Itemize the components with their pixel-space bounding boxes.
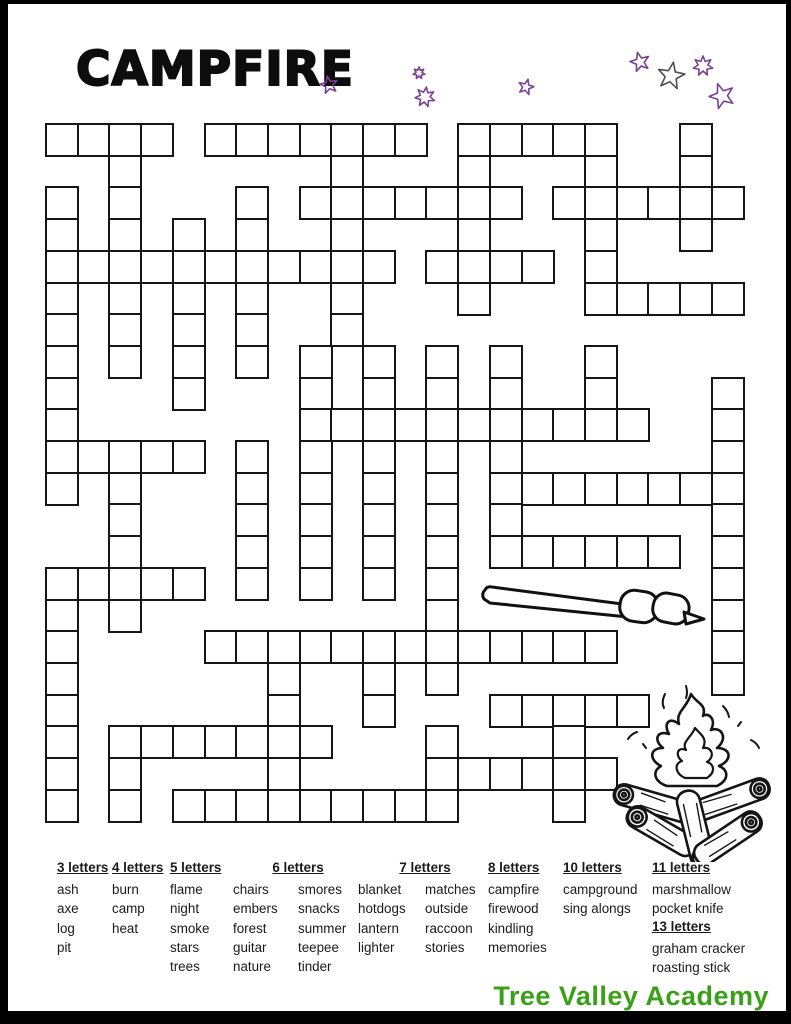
star-icon (518, 79, 534, 95)
grid-cell[interactable] (299, 408, 333, 442)
grid-cell[interactable] (45, 218, 79, 252)
grid-cell[interactable] (362, 250, 396, 284)
word-group-7-letters (358, 860, 492, 957)
word-item: roasting stick (652, 959, 731, 975)
grid-cell[interactable] (330, 250, 364, 284)
star-icon (693, 56, 713, 76)
grid-cell[interactable] (108, 567, 142, 601)
grid-cell[interactable] (394, 186, 428, 220)
word-item: marshmallow (652, 882, 731, 897)
grid-cell[interactable] (362, 440, 396, 474)
word-item: snacks (298, 901, 340, 917)
word-item: outside (425, 901, 469, 917)
grid-cell[interactable] (584, 535, 618, 569)
grid-cell[interactable] (552, 472, 586, 506)
grid-cell[interactable] (45, 313, 79, 347)
word-group-6-letters (233, 860, 363, 976)
word-group-4-letters (112, 860, 170, 938)
grid-cell[interactable] (457, 282, 491, 316)
grid-cell[interactable] (172, 345, 206, 379)
grid-cell[interactable] (521, 472, 555, 506)
grid-cell[interactable] (711, 535, 745, 569)
grid-cell[interactable] (552, 408, 586, 442)
grid-cell[interactable] (204, 630, 238, 664)
grid-cell[interactable] (235, 345, 269, 379)
grid-cell[interactable] (425, 472, 459, 506)
grid-cell[interactable] (711, 472, 745, 506)
word-item: lantern (358, 920, 399, 936)
grid-cell[interactable] (172, 440, 206, 474)
grid-cell[interactable] (647, 472, 681, 506)
grid-cell[interactable] (204, 789, 238, 823)
grid-cell[interactable] (45, 725, 79, 759)
grid-cell[interactable] (489, 535, 523, 569)
word-group-header: 5 letters (170, 860, 222, 875)
grid-cell[interactable] (489, 123, 523, 157)
grid-cell[interactable] (584, 630, 618, 664)
word-group-header: 4 letters (112, 860, 164, 875)
grid-cell[interactable] (299, 472, 333, 506)
grid-cell[interactable] (489, 345, 523, 379)
grid-cell[interactable] (330, 123, 364, 157)
grid-cell[interactable] (679, 282, 713, 316)
grid-cell[interactable] (45, 472, 79, 506)
grid-cell[interactable] (235, 313, 269, 347)
grid-cell[interactable] (457, 408, 491, 442)
grid-cell[interactable] (362, 472, 396, 506)
grid-cell[interactable] (140, 440, 174, 474)
grid-cell[interactable] (45, 123, 79, 157)
word-item: nature (233, 959, 271, 975)
grid-cell[interactable] (584, 123, 618, 157)
grid-cell[interactable] (45, 377, 79, 411)
word-item: summer (298, 920, 347, 936)
grid-cell[interactable] (108, 218, 142, 252)
grid-cell[interactable] (140, 725, 174, 759)
grid-cell[interactable] (235, 789, 269, 823)
word-item: raccoon (425, 920, 473, 936)
grid-cell[interactable] (616, 282, 650, 316)
grid-cell[interactable] (172, 313, 206, 347)
grid-cell[interactable] (711, 186, 745, 220)
grid-cell[interactable] (552, 186, 586, 220)
grid-cell[interactable] (108, 313, 142, 347)
grid-cell[interactable] (616, 535, 650, 569)
word-group-5-letters (170, 860, 230, 976)
grid-cell[interactable] (457, 186, 491, 220)
grid-cell[interactable] (299, 630, 333, 664)
grid-cell[interactable] (362, 567, 396, 601)
grid-cell[interactable] (45, 186, 79, 220)
grid-cell[interactable] (108, 789, 142, 823)
grid-cell[interactable] (711, 440, 745, 474)
grid-cell[interactable] (711, 503, 745, 537)
grid-cell[interactable] (140, 123, 174, 157)
grid-cell[interactable] (299, 123, 333, 157)
grid-cell[interactable] (362, 535, 396, 569)
grid-cell[interactable] (362, 345, 396, 379)
word-group-8-letters (488, 860, 563, 957)
word-item: night (170, 901, 200, 917)
grid-cell[interactable] (108, 725, 142, 759)
word-group-header: 6 letters (272, 860, 324, 875)
word-group-header: 7 letters (399, 860, 451, 875)
word-item: teepee (298, 939, 339, 955)
word-item: log (57, 920, 75, 936)
grid-cell[interactable] (679, 123, 713, 157)
word-item: burn (112, 882, 139, 897)
page-border-top (0, 0, 791, 4)
word-item: chairs (233, 882, 269, 897)
grid-cell[interactable] (616, 408, 650, 442)
page-border-bottom (0, 1011, 791, 1024)
grid-cell[interactable] (521, 535, 555, 569)
grid-cell[interactable] (711, 630, 745, 664)
grid-cell[interactable] (235, 503, 269, 537)
grid-cell[interactable] (425, 377, 459, 411)
grid-cell[interactable] (45, 345, 79, 379)
grid-cell[interactable] (108, 123, 142, 157)
word-group-header: 10 letters (563, 860, 622, 875)
word-item: smores (298, 882, 342, 897)
grid-cell[interactable] (552, 123, 586, 157)
grid-cell[interactable] (108, 345, 142, 379)
word-item: kindling (488, 920, 534, 936)
grid-cell[interactable] (172, 282, 206, 316)
grid-cell[interactable] (489, 503, 523, 537)
grid-cell[interactable] (362, 789, 396, 823)
grid-cell[interactable] (552, 630, 586, 664)
grid-cell[interactable] (267, 789, 301, 823)
grid-cell[interactable] (584, 186, 618, 220)
grid-cell[interactable] (204, 725, 238, 759)
grid-cell[interactable] (425, 345, 459, 379)
grid-cell[interactable] (425, 535, 459, 569)
word-item: heat (112, 920, 139, 936)
grid-cell[interactable] (489, 440, 523, 474)
marshmallow-stick-icon (478, 578, 706, 632)
grid-cell[interactable] (552, 535, 586, 569)
grid-cell[interactable] (489, 250, 523, 284)
star-icon (657, 62, 685, 90)
grid-cell[interactable] (425, 630, 459, 664)
grid-cell[interactable] (711, 377, 745, 411)
grid-cell[interactable] (425, 789, 459, 823)
grid-cell[interactable] (45, 630, 79, 664)
word-item: ash (57, 882, 79, 897)
grid-cell[interactable] (267, 630, 301, 664)
grid-cell[interactable] (330, 155, 364, 189)
grid-cell[interactable] (330, 313, 364, 347)
word-group-header: 8 letters (488, 860, 540, 875)
grid-cell[interactable] (45, 789, 79, 823)
grid-cell[interactable] (108, 599, 142, 633)
word-item: lighter (358, 939, 395, 955)
grid-cell[interactable] (108, 535, 142, 569)
grid-cell[interactable] (457, 250, 491, 284)
grid-cell[interactable] (489, 630, 523, 664)
grid-cell[interactable] (108, 440, 142, 474)
grid-cell[interactable] (584, 408, 618, 442)
word-item: axe (57, 901, 79, 917)
grid-cell[interactable] (330, 186, 364, 220)
grid-cell[interactable] (235, 725, 269, 759)
word-item: tinder (298, 959, 332, 975)
grid-cell[interactable] (679, 186, 713, 220)
grid-cell[interactable] (235, 630, 269, 664)
grid-cell[interactable] (204, 250, 238, 284)
grid-cell[interactable] (584, 282, 618, 316)
grid-cell[interactable] (489, 186, 523, 220)
word-group-header: 13 letters (652, 918, 711, 934)
grid-cell[interactable] (108, 472, 142, 506)
grid-cell[interactable] (362, 662, 396, 696)
grid-cell[interactable] (425, 408, 459, 442)
grid-cell[interactable] (108, 186, 142, 220)
grid-cell[interactable] (425, 757, 459, 791)
grid-cell[interactable] (457, 757, 491, 791)
grid-cell[interactable] (299, 789, 333, 823)
word-item: stories (425, 939, 465, 955)
star-icon (413, 67, 425, 79)
grid-cell[interactable] (45, 694, 79, 728)
grid-cell[interactable] (330, 218, 364, 252)
grid-cell[interactable] (584, 218, 618, 252)
grid-cell[interactable] (45, 662, 79, 696)
word-group-3-letters (57, 860, 109, 957)
grid-cell[interactable] (394, 630, 428, 664)
grid-cell[interactable] (711, 408, 745, 442)
grid-cell[interactable] (425, 567, 459, 601)
grid-cell[interactable] (521, 630, 555, 664)
grid-cell[interactable] (552, 694, 586, 728)
grid-cell[interactable] (172, 377, 206, 411)
grid-cell[interactable] (108, 250, 142, 284)
word-item: pocket knife (652, 901, 724, 917)
word-item: sing alongs (563, 901, 631, 917)
grid-cell[interactable] (362, 408, 396, 442)
star-icon (415, 87, 435, 107)
grid-cell[interactable] (299, 186, 333, 220)
grid-cell[interactable] (521, 757, 555, 791)
word-item: graham cracker (652, 940, 746, 956)
star-icon (709, 83, 735, 109)
grid-cell[interactable] (584, 377, 618, 411)
grid-cell[interactable] (235, 535, 269, 569)
word-group-header: 11 letters (652, 860, 711, 875)
grid-cell[interactable] (521, 123, 555, 157)
grid-cell[interactable] (647, 535, 681, 569)
grid-cell[interactable] (425, 599, 459, 633)
word-item: hotdogs (358, 901, 406, 917)
grid-cell[interactable] (457, 123, 491, 157)
grid-cell[interactable] (45, 250, 79, 284)
grid-cell[interactable] (616, 472, 650, 506)
word-item: memories (488, 939, 547, 955)
grid-cell[interactable] (267, 694, 301, 728)
grid-cell[interactable] (45, 282, 79, 316)
grid-cell[interactable] (299, 377, 333, 411)
grid-cell[interactable] (616, 186, 650, 220)
grid-cell[interactable] (267, 123, 301, 157)
grid-cell[interactable] (489, 757, 523, 791)
grid-cell[interactable] (77, 123, 111, 157)
word-item: blanket (358, 882, 402, 897)
grid-cell[interactable] (235, 440, 269, 474)
campfire-icon (603, 680, 778, 862)
grid-cell[interactable] (267, 725, 301, 759)
grid-cell[interactable] (489, 377, 523, 411)
grid-cell[interactable] (521, 408, 555, 442)
grid-cell[interactable] (521, 250, 555, 284)
grid-cell[interactable] (394, 789, 428, 823)
grid-cell[interactable] (521, 694, 555, 728)
grid-cell[interactable] (711, 282, 745, 316)
word-item: stars (170, 939, 200, 955)
grid-cell[interactable] (172, 567, 206, 601)
grid-cell[interactable] (457, 218, 491, 252)
grid-cell[interactable] (584, 472, 618, 506)
grid-cell[interactable] (172, 789, 206, 823)
grid-cell[interactable] (552, 789, 586, 823)
grid-cell[interactable] (299, 503, 333, 537)
grid-cell[interactable] (489, 408, 523, 442)
word-item: flame (170, 882, 203, 897)
grid-cell[interactable] (299, 250, 333, 284)
grid-cell[interactable] (140, 567, 174, 601)
grid-cell[interactable] (489, 694, 523, 728)
word-item: campground (563, 882, 638, 897)
grid-cell[interactable] (425, 503, 459, 537)
grid-cell[interactable] (425, 250, 459, 284)
word-item: firewood (488, 901, 539, 917)
grid-cell[interactable] (425, 186, 459, 220)
word-item: smoke (170, 920, 210, 936)
grid-cell[interactable] (108, 282, 142, 316)
grid-cell[interactable] (679, 218, 713, 252)
grid-cell[interactable] (425, 440, 459, 474)
grid-cell[interactable] (425, 725, 459, 759)
grid-cell[interactable] (584, 345, 618, 379)
grid-cell[interactable] (77, 567, 111, 601)
grid-cell[interactable] (235, 186, 269, 220)
grid-cell[interactable] (235, 123, 269, 157)
grid-cell[interactable] (552, 757, 586, 791)
grid-cell[interactable] (204, 123, 238, 157)
grid-cell[interactable] (394, 123, 428, 157)
grid-cell[interactable] (457, 630, 491, 664)
grid-cell[interactable] (108, 155, 142, 189)
grid-cell[interactable] (172, 218, 206, 252)
word-item: camp (112, 901, 145, 917)
grid-cell[interactable] (172, 250, 206, 284)
grid-cell[interactable] (77, 250, 111, 284)
word-group-10-letters (563, 860, 652, 919)
grid-cell[interactable] (108, 757, 142, 791)
grid-cell[interactable] (45, 440, 79, 474)
grid-cell[interactable] (45, 408, 79, 442)
grid-cell[interactable] (330, 630, 364, 664)
grid-cell[interactable] (647, 282, 681, 316)
grid-cell[interactable] (330, 789, 364, 823)
branding-text: Tree Valley Academy (493, 981, 769, 1011)
word-item: trees (170, 959, 200, 975)
grid-cell[interactable] (362, 503, 396, 537)
grid-cell[interactable] (235, 472, 269, 506)
grid-cell[interactable] (362, 694, 396, 728)
grid-cell[interactable] (457, 155, 491, 189)
grid-cell[interactable] (108, 503, 142, 537)
grid-cell[interactable] (584, 155, 618, 189)
grid-cell[interactable] (647, 186, 681, 220)
word-item: embers (233, 901, 278, 917)
word-group-header: 3 letters (57, 860, 109, 875)
word-group-11-letters (652, 860, 762, 977)
grid-cell[interactable] (362, 186, 396, 220)
grid-cell[interactable] (552, 725, 586, 759)
star-icon (630, 52, 650, 72)
grid-cell[interactable] (679, 155, 713, 189)
grid-cell[interactable] (45, 567, 79, 601)
grid-cell[interactable] (77, 440, 111, 474)
grid-cell[interactable] (711, 567, 745, 601)
grid-cell[interactable] (140, 250, 174, 284)
word-item: pit (57, 939, 72, 955)
star-icon (320, 76, 338, 94)
puzzle-title: CAMPFIRE (76, 42, 354, 97)
grid-cell[interactable] (394, 408, 428, 442)
grid-cell[interactable] (362, 377, 396, 411)
word-item: matches (425, 882, 476, 897)
grid-cell[interactable] (362, 630, 396, 664)
grid-cell[interactable] (330, 282, 364, 316)
grid-cell[interactable] (172, 725, 206, 759)
word-item: guitar (233, 939, 267, 955)
grid-cell[interactable] (299, 345, 333, 379)
word-item: forest (233, 920, 267, 936)
grid-cell[interactable] (299, 535, 333, 569)
grid-cell[interactable] (711, 599, 745, 633)
grid-cell[interactable] (267, 250, 301, 284)
word-item: campfire (488, 882, 540, 897)
grid-cell[interactable] (235, 218, 269, 252)
word-list (0, 860, 791, 980)
grid-cell[interactable] (679, 472, 713, 506)
grid-cell[interactable] (235, 250, 269, 284)
grid-cell[interactable] (299, 440, 333, 474)
grid-cell[interactable] (267, 662, 301, 696)
grid-cell[interactable] (584, 250, 618, 284)
grid-cell[interactable] (299, 725, 333, 759)
grid-cell[interactable] (45, 599, 79, 633)
grid-cell[interactable] (267, 757, 301, 791)
grid-cell[interactable] (425, 662, 459, 696)
grid-cell[interactable] (299, 567, 333, 601)
grid-cell[interactable] (235, 567, 269, 601)
grid-cell[interactable] (235, 282, 269, 316)
grid-cell[interactable] (330, 408, 364, 442)
grid-cell[interactable] (45, 757, 79, 791)
grid-cell[interactable] (489, 472, 523, 506)
grid-cell[interactable] (362, 123, 396, 157)
